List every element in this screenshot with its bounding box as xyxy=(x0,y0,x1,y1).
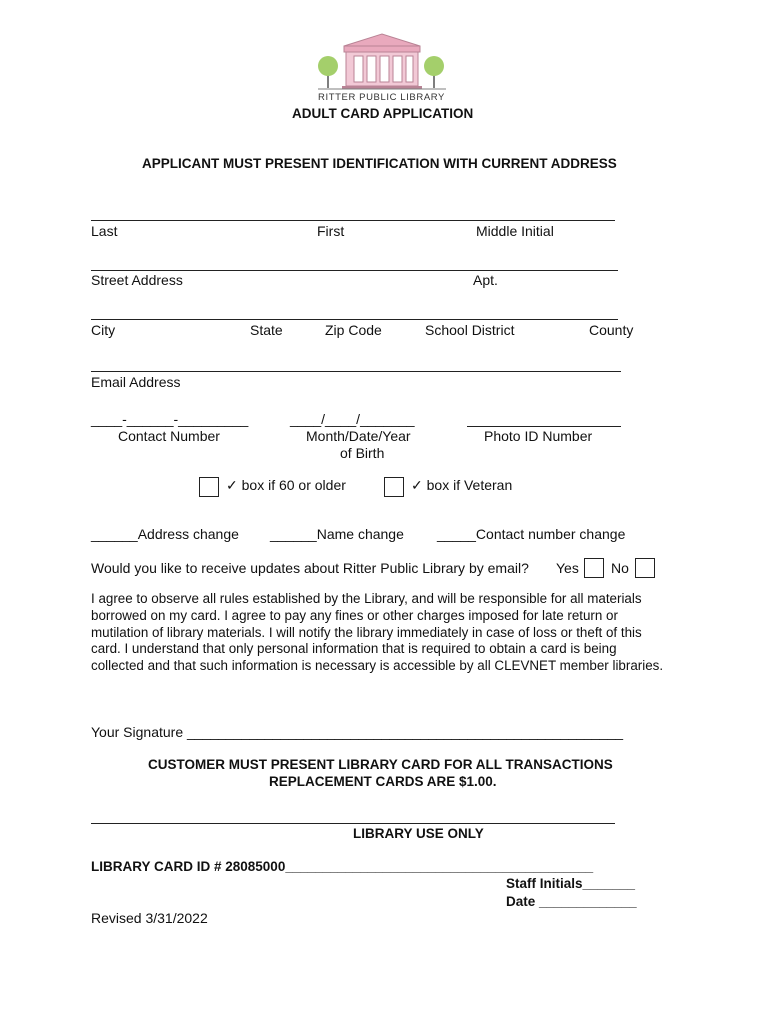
contact-number-label: Contact Number xyxy=(118,428,220,444)
customer-notice-line2: REPLACEMENT CARDS ARE $1.00. xyxy=(269,774,497,789)
age-60-label: ✓ box if 60 or older xyxy=(226,477,346,493)
form-title: ADULT CARD APPLICATION xyxy=(292,106,474,121)
photo-id-label: Photo ID Number xyxy=(484,428,593,444)
last-name-label: Last xyxy=(91,223,118,239)
address-change-field[interactable]: ______Address change xyxy=(91,526,239,542)
email-label: Email Address xyxy=(91,374,181,390)
veteran-checkbox[interactable] xyxy=(384,477,404,497)
apt-label: Apt. xyxy=(473,272,498,288)
street-address-field[interactable] xyxy=(91,270,618,271)
name-field[interactable] xyxy=(91,220,615,221)
library-use-only-heading: LIBRARY USE ONLY xyxy=(353,826,484,841)
contact-number-field[interactable]: ____-______-_________ xyxy=(91,411,249,427)
age-60-checkbox[interactable] xyxy=(199,477,219,497)
city-field[interactable] xyxy=(91,319,618,320)
id-notice: APPLICANT MUST PRESENT IDENTIFICATION WITH CURRENT ADDRESS xyxy=(142,156,617,171)
name-change-field[interactable]: ______Name change xyxy=(270,526,404,542)
city-label: City xyxy=(91,322,116,338)
agreement-text: I agree to observe all rules established by the Library, and will be responsible for all materials borrowed on my card. I agree to pay any fines or other charges imposed for late return or mutilation of library materials. I will notify the library immediately in case of loss or theft of this card. I understand that only personal information that is required to obtain a card is being collected and that such information is necessary is accessible by all CLEVNET member libraries. xyxy=(91,591,664,674)
library-card-id-field[interactable]: LIBRARY CARD ID # 28085000_________________________________________ xyxy=(91,859,594,874)
yes-checkbox[interactable] xyxy=(584,558,604,578)
library-name: RITTER PUBLIC LIBRARY xyxy=(318,92,445,103)
state-label: State xyxy=(250,322,283,338)
date-field[interactable]: Date _____________ xyxy=(506,894,637,909)
staff-initials-field[interactable]: Staff Initials_______ xyxy=(506,876,636,891)
zip-code-label: Zip Code xyxy=(325,322,382,338)
no-label: No xyxy=(611,560,629,576)
email-updates-question: Would you like to receive updates about Ritter Public Library by email? xyxy=(91,560,529,576)
no-checkbox[interactable] xyxy=(635,558,655,578)
street-address-label: Street Address xyxy=(91,272,183,288)
veteran-label: ✓ box if Veteran xyxy=(411,477,513,493)
first-name-label: First xyxy=(317,223,345,239)
email-field[interactable] xyxy=(91,371,621,372)
contact-change-field[interactable]: _____Contact number change xyxy=(437,526,626,542)
date-of-birth-field[interactable]: ____/____/_______ xyxy=(290,411,415,427)
middle-initial-label: Middle Initial xyxy=(476,223,554,239)
county-label: County xyxy=(589,322,634,338)
library-use-divider xyxy=(91,823,615,824)
school-district-label: School District xyxy=(425,322,515,338)
signature-field[interactable]: Your Signature ________________________________________________________ xyxy=(91,724,624,740)
revised-date: Revised 3/31/2022 xyxy=(91,910,208,926)
dob-label-line1: Month/Date/Year xyxy=(306,428,411,444)
dob-label-line2: of Birth xyxy=(340,445,385,461)
yes-label: Yes xyxy=(556,560,579,576)
customer-notice-line1: CUSTOMER MUST PRESENT LIBRARY CARD FOR ALL TRANSACTIONS xyxy=(148,757,613,772)
photo-id-field[interactable] xyxy=(467,426,621,427)
